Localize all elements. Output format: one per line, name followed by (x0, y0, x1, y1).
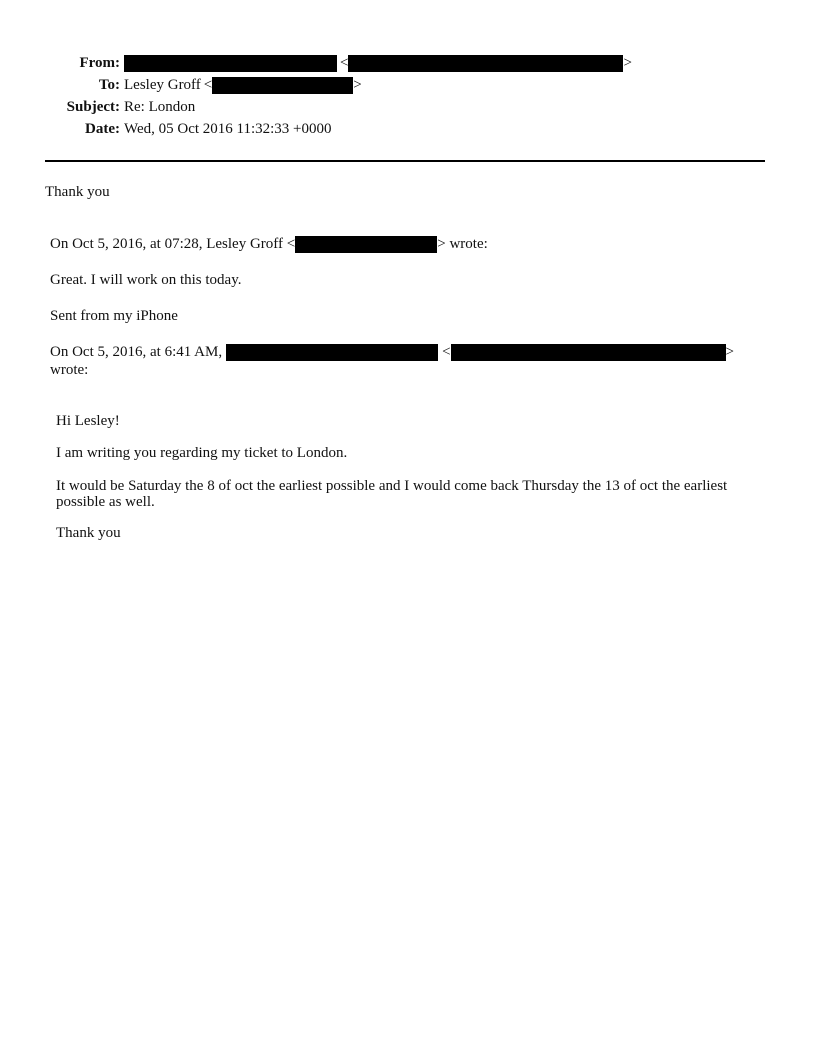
to-lt: < (203, 77, 213, 93)
quote1-signature: Sent from my iPhone (50, 308, 178, 324)
from-value (124, 53, 632, 73)
subject-row (0, 97, 816, 117)
header-divider (45, 160, 765, 162)
from-gt: > (623, 55, 632, 71)
redacted-recipient-email (212, 77, 353, 94)
to-value (124, 75, 362, 95)
redacted-sender-name-2 (226, 344, 438, 361)
redacted-sender-email-2 (451, 344, 726, 361)
redacted-sender-name (124, 55, 337, 72)
to-name: Lesley Groff (124, 77, 201, 93)
from-row (0, 53, 816, 73)
reply-text: Thank you (45, 184, 110, 200)
quote2-line1: I am writing you regarding my ticket to London. (56, 445, 348, 461)
quote2-intro-lt: < (442, 344, 451, 360)
to-gt: > (353, 77, 362, 93)
redacted-sender-email (348, 55, 623, 72)
quote2-line2: It would be Saturday the 8 of oct the earliest possible and I would come back Thursday the 13 of oct the earliest possible as well. (56, 478, 728, 510)
quote2-closing: Thank you (56, 525, 121, 541)
quote2-intro-pre: On Oct 5, 2016, at 6:41 AM, (50, 344, 223, 360)
to-row (0, 75, 816, 95)
date-label: Date: (85, 121, 120, 137)
subject-label: Subject: (66, 99, 120, 115)
quote1-intro (50, 235, 488, 253)
date-value: Wed, 05 Oct 2016 11:32:33 +0000 (124, 121, 332, 137)
quote1-intro-pre: On Oct 5, 2016, at 07:28, Lesley Groff < (50, 236, 296, 252)
quote1-line1: Great. I will work on this today. (50, 272, 242, 288)
quote1-intro-post: > wrote: (437, 236, 488, 252)
quote2-intro-gt: > (725, 344, 735, 360)
redacted-lesley-email (295, 236, 437, 253)
date-row (0, 119, 816, 139)
to-label: To: (98, 77, 120, 93)
from-label: From: (79, 55, 120, 71)
quote2-intro-wrote: wrote: (50, 362, 89, 378)
from-lt: < (340, 55, 349, 71)
subject-value: Re: London (124, 99, 196, 115)
quote2-greeting: Hi Lesley! (56, 413, 120, 429)
quote2-intro (50, 343, 734, 361)
